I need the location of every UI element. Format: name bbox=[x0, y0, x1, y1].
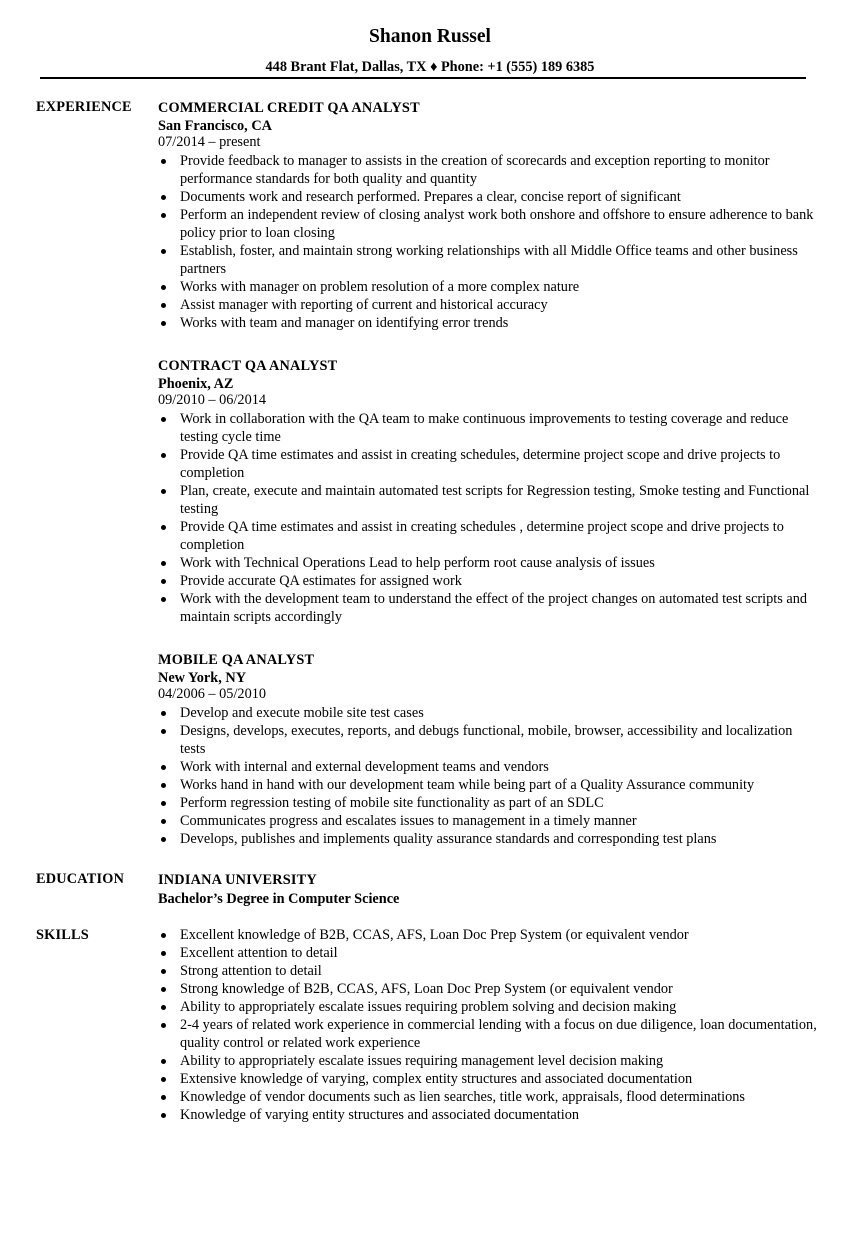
job-bullets bbox=[158, 704, 818, 848]
bullet-item: Provide accurate QA estimates for assigned work bbox=[158, 572, 818, 590]
skill-item: 2-4 years of related work experience in commercial lending with a focus on due diligence, loan documentation, quality control or related work experience bbox=[158, 1016, 818, 1052]
skill-item: Excellent attention to detail bbox=[158, 944, 818, 962]
bullet-item: Work with internal and external development teams and vendors bbox=[158, 758, 818, 776]
skills-heading: SKILLS bbox=[36, 927, 89, 943]
job-entry bbox=[158, 356, 818, 626]
skill-item: Excellent knowledge of B2B, CCAS, AFS, Loan Doc Prep System (or equivalent vendor bbox=[158, 926, 818, 944]
degree: Bachelor’s Degree in Computer Science bbox=[158, 891, 400, 907]
bullet-item: Work with Technical Operations Lead to help perform root cause analysis of issues bbox=[158, 554, 818, 572]
job-dates: 09/2010 – 06/2014 bbox=[158, 392, 267, 408]
candidate-name: Shanon Russel bbox=[369, 26, 491, 47]
education-content bbox=[158, 870, 818, 908]
skill-item: Ability to appropriately escalate issues requiring management level decision making bbox=[158, 1052, 818, 1070]
job-bullets bbox=[158, 152, 818, 332]
job-location: Phoenix, AZ bbox=[158, 376, 234, 392]
job-entry bbox=[158, 98, 818, 332]
skills-list bbox=[158, 926, 818, 1124]
skill-item: Ability to appropriately escalate issues requiring problem solving and decision making bbox=[158, 998, 818, 1016]
bullet-item: Documents work and research performed. Prepares a clear, concise report of significant bbox=[158, 188, 818, 206]
skill-item: Knowledge of varying entity structures and associated documentation bbox=[158, 1106, 818, 1124]
bullet-item: Develop and execute mobile site test cases bbox=[158, 704, 818, 722]
bullet-item: Perform regression testing of mobile site functionality as part of an SDLC bbox=[158, 794, 818, 812]
skill-item: Strong attention to detail bbox=[158, 962, 818, 980]
bullet-item: Work with the development team to understand the effect of the project changes on automated test scripts and maintain scripts accordingly bbox=[158, 590, 818, 626]
experience-heading: EXPERIENCE bbox=[36, 99, 132, 115]
bullet-item: Communicates progress and escalates issues to management in a timely manner bbox=[158, 812, 818, 830]
job-location: San Francisco, CA bbox=[158, 118, 272, 134]
bullet-item: Work in collaboration with the QA team to make continuous improvements to testing coverage and reduce testing cycle time bbox=[158, 410, 818, 446]
bullet-item: Develops, publishes and implements quality assurance standards and corresponding test plans bbox=[158, 830, 818, 848]
bullet-item: Plan, create, execute and maintain automated test scripts for Regression testing, Smoke testing and Functional testing bbox=[158, 482, 818, 518]
skill-item: Extensive knowledge of varying, complex entity structures and associated documentation bbox=[158, 1070, 818, 1088]
job-entry bbox=[158, 650, 818, 848]
skill-item: Strong knowledge of B2B, CCAS, AFS, Loan Doc Prep System (or equivalent vendor bbox=[158, 980, 818, 998]
job-title: COMMERCIAL CREDIT QA ANALYST bbox=[158, 100, 420, 116]
bullet-item: Works with manager on problem resolution of a more complex nature bbox=[158, 278, 818, 296]
job-location: New York, NY bbox=[158, 670, 247, 686]
experience-content bbox=[158, 98, 818, 872]
job-dates: 04/2006 – 05/2010 bbox=[158, 686, 267, 702]
skill-item: Knowledge of vendor documents such as lien searches, title work, appraisals, flood determinations bbox=[158, 1088, 818, 1106]
job-bullets bbox=[158, 410, 818, 626]
bullet-item: Works hand in hand with our development team while being part of a Quality Assurance community bbox=[158, 776, 818, 794]
education-heading: EDUCATION bbox=[36, 871, 125, 887]
contact-line: 448 Brant Flat, Dallas, TX ♦ Phone: +1 (555) 189 6385 bbox=[265, 59, 595, 75]
job-dates: 07/2014 – present bbox=[158, 134, 261, 150]
job-title: MOBILE QA ANALYST bbox=[158, 652, 315, 668]
bullet-item: Provide QA time estimates and assist in creating schedules, determine project scope and drive projects to completion bbox=[158, 446, 818, 482]
bullet-item: Assist manager with reporting of current and historical accuracy bbox=[158, 296, 818, 314]
bullet-item: Provide feedback to manager to assists in the creation of scorecards and exception reporting to monitor performance standards for both quality and quantity bbox=[158, 152, 818, 188]
bullet-item: Designs, develops, executes, reports, and debugs functional, mobile, browser, accessibility and localization tests bbox=[158, 722, 818, 758]
bullet-item: Perform an independent review of closing analyst work both onshore and offshore to ensure adherence to bank policy prior to loan closing bbox=[158, 206, 818, 242]
job-title: CONTRACT QA ANALYST bbox=[158, 358, 338, 374]
header-divider bbox=[40, 77, 806, 79]
skills-content bbox=[158, 926, 818, 1124]
bullet-item: Provide QA time estimates and assist in creating schedules , determine project scope and drive projects to completion bbox=[158, 518, 818, 554]
school-name: INDIANA UNIVERSITY bbox=[158, 872, 317, 888]
bullet-item: Works with team and manager on identifying error trends bbox=[158, 314, 818, 332]
bullet-item: Establish, foster, and maintain strong working relationships with all Middle Office teams and other business partners bbox=[158, 242, 818, 278]
